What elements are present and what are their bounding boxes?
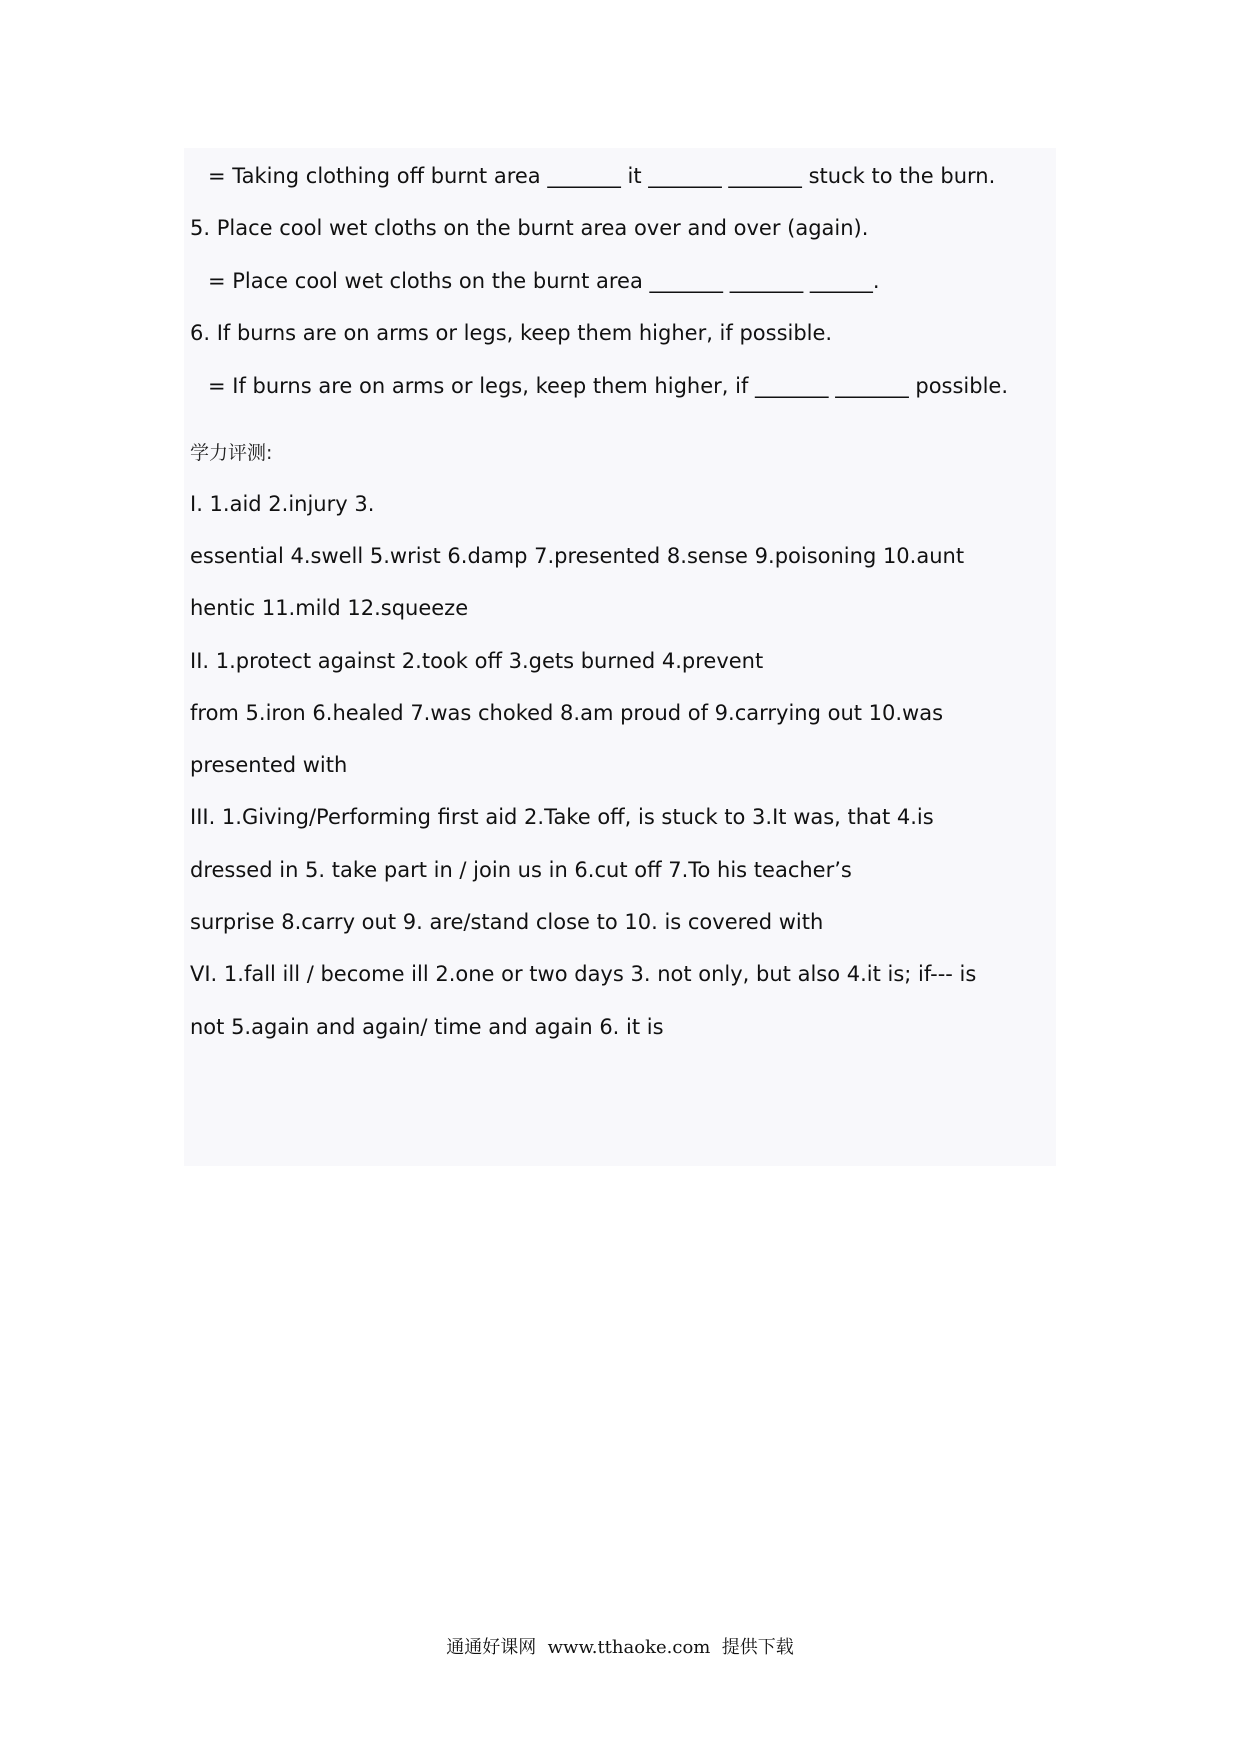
- exercise-line-5-rewrite: = Place cool wet cloths on the burnt area _______ _______ ______.: [208, 269, 880, 293]
- answer-line: not 5.again and again/ time and again 6. it is: [190, 1015, 664, 1039]
- answer-line: II. 1.protect against 2.took off 3.gets burned 4.prevent: [190, 649, 764, 673]
- answer-line: essential 4.swell 5.wrist 6.damp 7.presented 8.sense 9.poisoning 10.aunt: [190, 544, 965, 568]
- exercise-line-6-rewrite: = If burns are on arms or legs, keep them higher, if _______ _______ possible.: [208, 374, 1009, 398]
- document-content: [184, 148, 1056, 1166]
- exercise-line-4-rewrite: = Taking clothing off burnt area _______ it _______ _______ stuck to the burn.: [208, 164, 996, 188]
- section-title: 学力评测:: [190, 442, 273, 464]
- answer-line: from 5.iron 6.healed 7.was choked 8.am proud of 9.carrying out 10.was: [190, 701, 944, 725]
- answer-line: hentic 11.mild 12.squeeze: [190, 596, 469, 620]
- answer-line: I. 1.aid 2.injury 3.: [190, 492, 375, 516]
- answer-line: dressed in 5. take part in / join us in 6.cut off 7.To his teacher’s: [190, 858, 852, 882]
- answer-line: surprise 8.carry out 9. are/stand close to 10. is covered with: [190, 910, 824, 934]
- answer-line: III. 1.Giving/Performing first aid 2.Take off, is stuck to 3.It was, that 4.is: [190, 805, 934, 829]
- answer-line: presented with: [190, 753, 348, 777]
- page-footer: 通通好课网 www.tthaoke.com 提供下载: [446, 1637, 794, 1658]
- exercise-line-5: 5. Place cool wet cloths on the burnt area over and over (again).: [190, 216, 869, 240]
- answer-line: VI. 1.fall ill / become ill 2.one or two days 3. not only, but also 4.it is; if--- is: [190, 962, 977, 986]
- exercise-line-6: 6. If burns are on arms or legs, keep them higher, if possible.: [190, 321, 833, 345]
